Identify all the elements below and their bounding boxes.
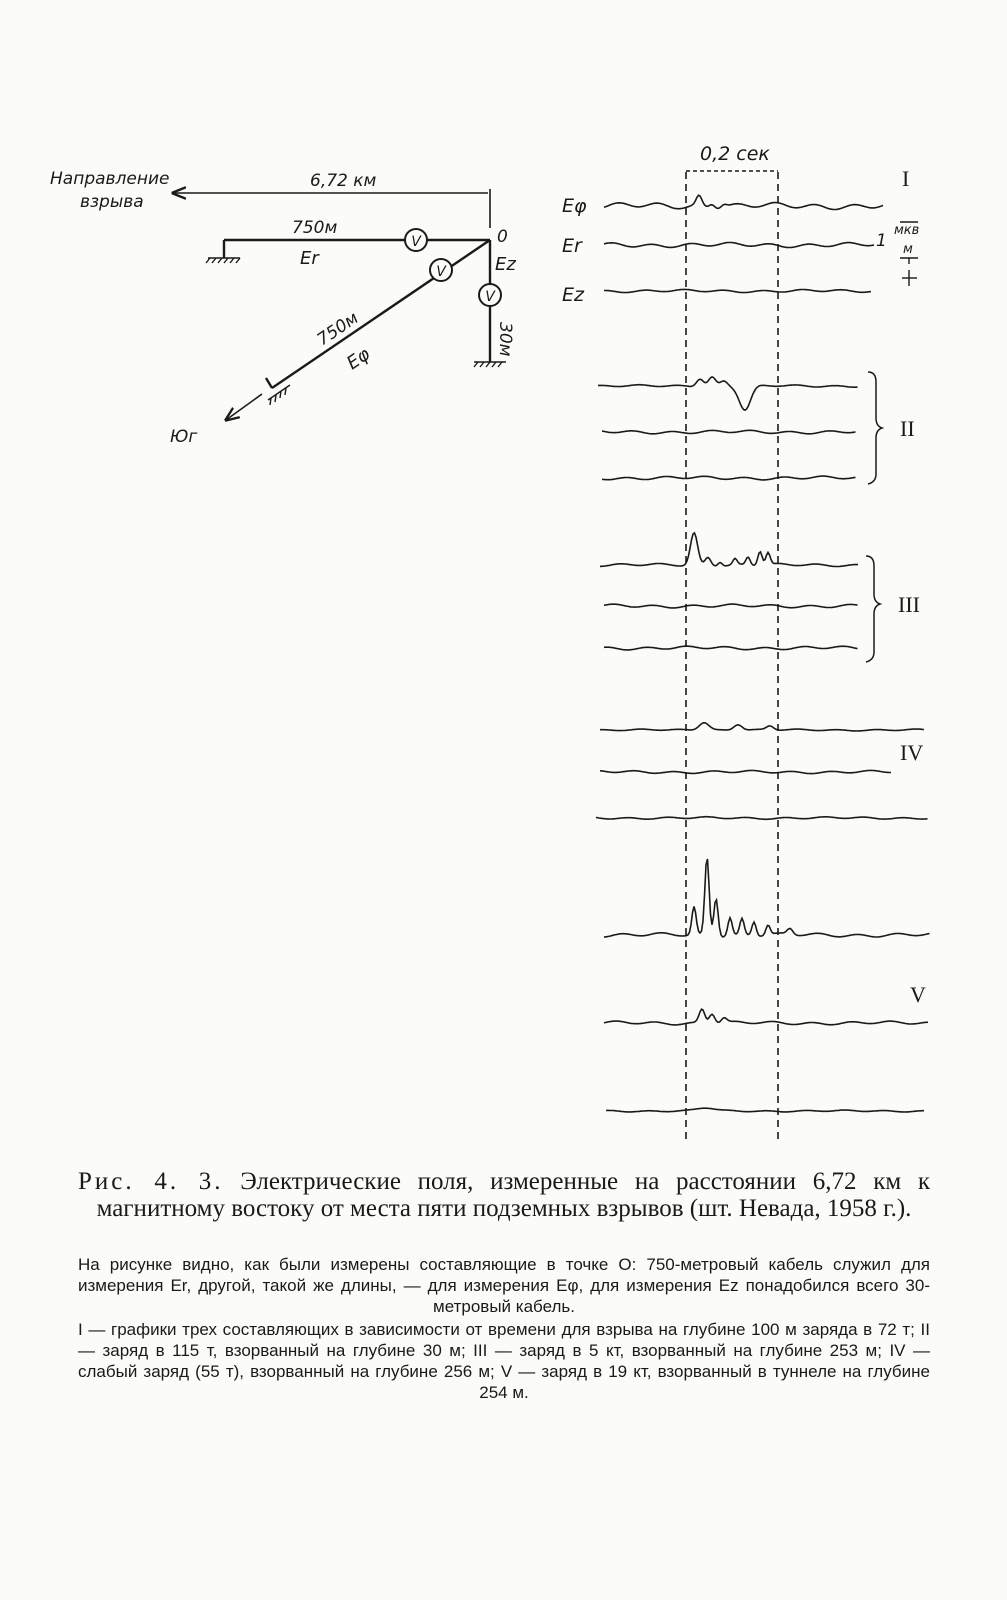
trace-ii-3 bbox=[602, 476, 856, 480]
trace-iii-1 bbox=[600, 533, 858, 567]
voltmeter-er-letter: V bbox=[411, 234, 421, 250]
group-label-ii: II bbox=[900, 416, 915, 441]
south-label: Юг bbox=[170, 427, 198, 447]
group-label-iv: IV bbox=[900, 740, 924, 765]
ephi-label: Eφ bbox=[343, 343, 375, 375]
trace-i-er bbox=[604, 243, 874, 248]
schematic bbox=[173, 189, 506, 420]
len-r-label: 750м bbox=[292, 218, 338, 238]
oscillograms bbox=[562, 143, 930, 1140]
voltmeter-ephi-letter: V bbox=[436, 264, 446, 280]
point-o-label: 0 bbox=[497, 227, 508, 247]
trace-iv-1 bbox=[600, 723, 924, 731]
direction-label-2: взрыва bbox=[80, 192, 144, 212]
south-arrow bbox=[226, 394, 262, 420]
trace-v-3 bbox=[606, 1108, 924, 1112]
trace-v-1 bbox=[604, 859, 930, 937]
voltmeter-ez-letter: V bbox=[485, 289, 495, 305]
row-label-ephi: Eφ bbox=[562, 195, 587, 217]
row-label-ez: Ez bbox=[562, 284, 584, 306]
direction-label-1: Направление bbox=[50, 169, 170, 189]
scale-value: 1 bbox=[876, 231, 887, 251]
figure-title: Электрические поля, измеренные на расстоянии 6,72 км к магнитному востоку от места пяти подземных взрывов (шт. Невада, 1958 г.). bbox=[96, 1168, 931, 1222]
trace-layer bbox=[596, 195, 930, 1112]
ground-ephi-stem bbox=[266, 378, 272, 388]
brace-ii bbox=[868, 372, 882, 484]
len-phi-label: 750м bbox=[313, 308, 363, 351]
trace-i-ez bbox=[604, 289, 871, 292]
len-z-label: 30м bbox=[495, 322, 515, 357]
schematic-labels bbox=[50, 169, 516, 447]
trace-iii-3 bbox=[604, 646, 858, 650]
figure-caption-body bbox=[78, 1254, 930, 1405]
ground-er-icon bbox=[206, 258, 240, 263]
group-label-iii: III bbox=[898, 592, 920, 617]
caption-paragraph-2: I — графики трех составляющих в зависимости от времени для взрыва на глубине 100 м заряда в 72 т; II — заряд в 115 т, взорванный на глубине 30 м; III — заряд в 5 кт, взорванный на глубине 253 м; IV — слабый заряд (55 т), взорванный на глубине 256 м; V — заряд в 19 кт, взорванный в туннеле на глубине 254 м. bbox=[78, 1320, 930, 1402]
figure-label: Рис. 4. 3. bbox=[78, 1168, 224, 1195]
caption-paragraph-1: На рисунке видно, как были измерены составляющие в точке О: 750-метровый кабель служил для измерения Er, другой, такой же длины, — для измерения Eφ, для измерения Ez понадобился всего 30-метровый кабель. bbox=[78, 1255, 930, 1316]
trace-iv-3 bbox=[596, 817, 928, 820]
trace-v-2 bbox=[604, 1009, 928, 1025]
trace-ii-2 bbox=[602, 430, 856, 434]
er-label: Er bbox=[300, 248, 319, 269]
ground-ez-icon bbox=[474, 362, 506, 367]
time-interval-label: 0,2 сек bbox=[700, 143, 770, 165]
distance-label: 6,72 км bbox=[310, 171, 377, 191]
trace-i-ephi bbox=[604, 195, 883, 209]
row-label-er: Er bbox=[562, 235, 582, 257]
trace-ii-1 bbox=[598, 377, 858, 410]
scale-unit-top: мкв bbox=[894, 223, 920, 238]
group-label-i: I bbox=[902, 166, 910, 191]
brace-iii bbox=[866, 556, 880, 662]
trace-iv-2 bbox=[600, 770, 891, 773]
group-label-v: V bbox=[910, 982, 926, 1007]
trace-iii-2 bbox=[604, 604, 858, 608]
scale-unit-bottom: м bbox=[903, 242, 913, 257]
figure-caption-title bbox=[78, 1168, 930, 1222]
ez-label: Ez bbox=[495, 254, 516, 275]
